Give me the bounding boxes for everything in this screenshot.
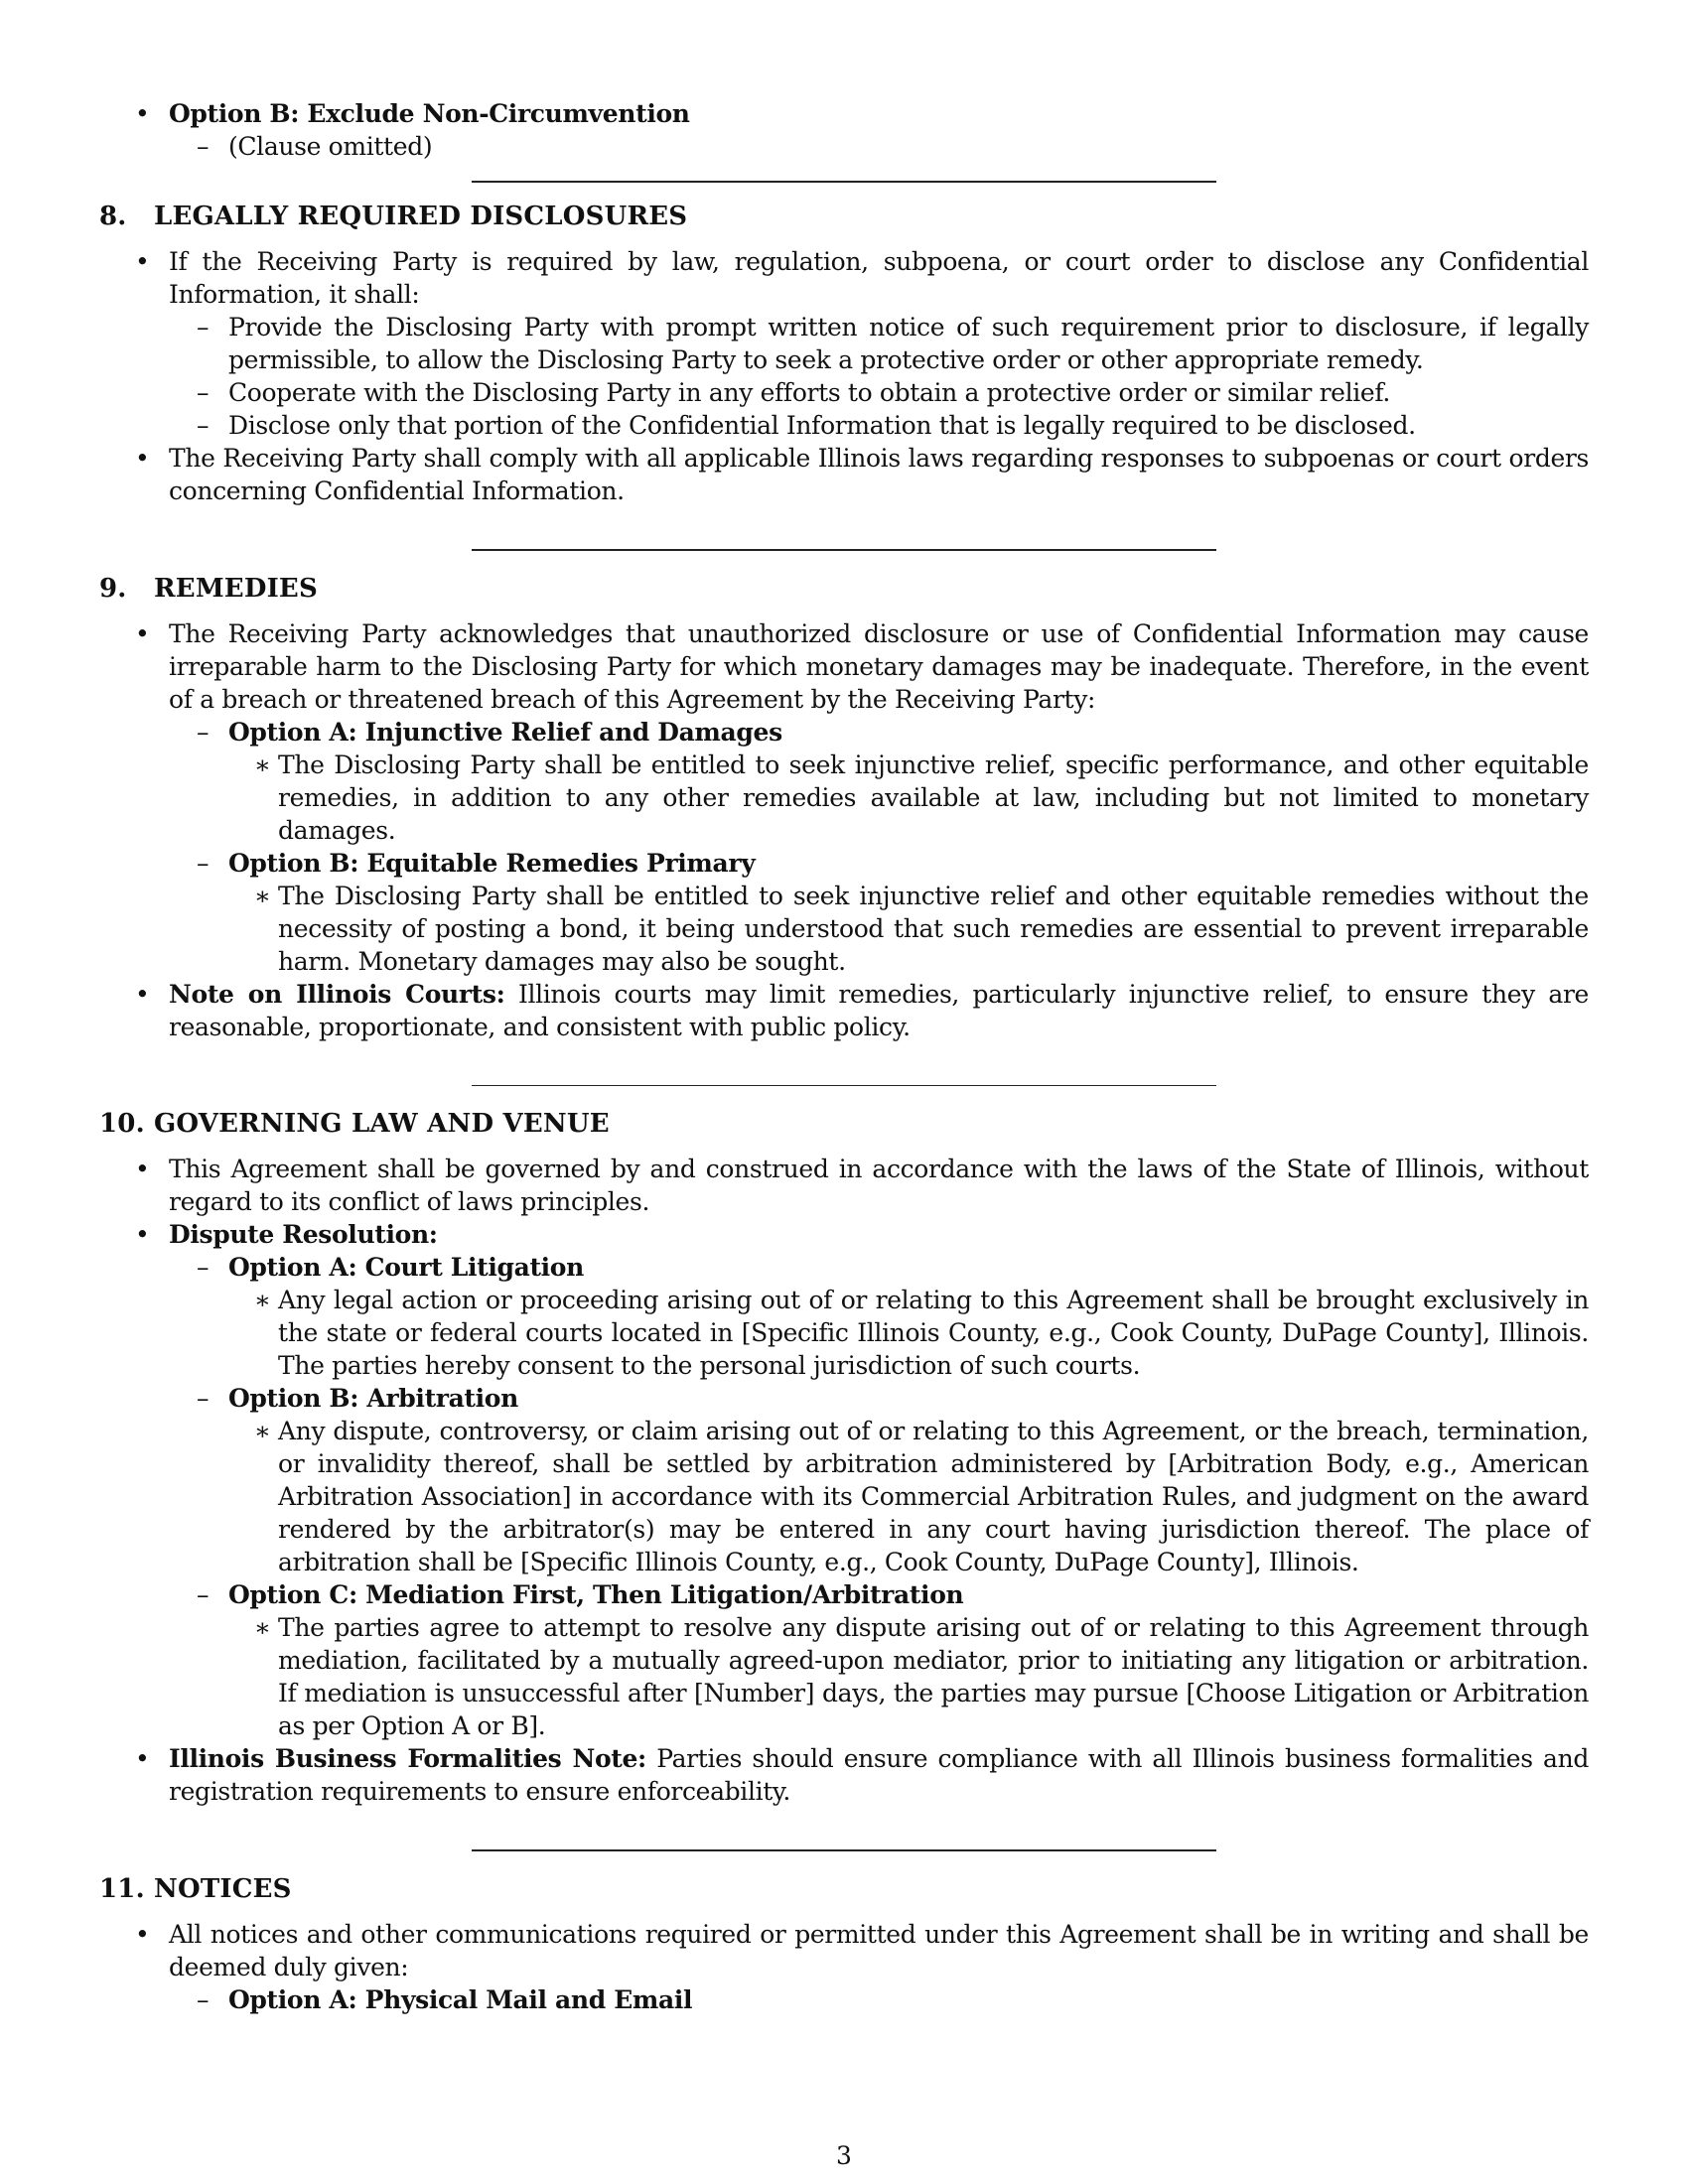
section-title: REMEDIES [154,574,318,604]
option-label: Option C: Mediation First, Then Litigation/Arbitration [228,1580,964,1609]
section-divider [472,1849,1216,1851]
list-item [169,1578,1589,1742]
section-9-list [99,617,1589,1043]
section-title: LEGALLY REQUIRED DISCLOSURES [154,202,688,231]
top-option-list [99,97,1589,163]
list-item [169,1382,1589,1578]
section-number: 8. [99,202,127,231]
list-item [169,311,1589,376]
paragraph: Provide the Disclosing Party with prompt written notice of such requirement prior to disclosure, if legally permissible, to allow the Disclosing Party to seek a protective order or other appropriate remedy. [228,313,1589,374]
section-divider [472,549,1216,551]
section-10-list [99,1153,1589,1808]
list-item [99,1153,1589,1218]
section-8-heading [99,201,1589,233]
section-11-heading [99,1873,1589,1906]
list-item [99,442,1589,507]
list-item [169,1983,1589,2016]
list-item [228,1284,1589,1382]
section-11-list [99,1918,1589,2016]
paragraph: The Receiving Party shall comply with all applicable Illinois laws regarding responses to subpoenas or court orders concerning Confidential Information. [169,444,1589,505]
list-item [99,245,1589,442]
list-item [99,617,1589,978]
document-body [99,97,1589,2016]
section-divider [472,181,1216,183]
paragraph: All notices and other communications required or permitted under this Agreement shall be in writing and shall be deemed duly given: [169,1920,1589,1981]
section-10-heading [99,1108,1589,1141]
paragraph: Any dispute, controversy, or claim arising out of or relating to this Agreement, or the breach, termination, or invalidity thereof, shall be settled by arbitration administered by [Arbitration Body, e.g., American Arbitration Association] in accordance with its Commercial Arbitration Rules, and judgment on the award rendered by the arbitrator(s) may be entered in any court having jurisdiction thereof. The place of arbitration shall be [Specific Illinois County, e.g., Cook County, DuPage County], Illinois. [278,1417,1589,1576]
list-item [169,130,1589,163]
list-item [228,880,1589,978]
list-item [228,749,1589,847]
section-number: 10. [99,1109,145,1139]
paragraph: Parties should ensure compliance with all Illinois business formalities and registration requirements to ensure enforceability. [169,1744,1589,1806]
paragraph: The Disclosing Party shall be entitled to seek injunctive relief, specific performance, and other equitable remedies, in addition to any other remedies available at law, including but not limited to monetary damages. [278,751,1589,845]
section-title: GOVERNING LAW AND VENUE [154,1109,610,1139]
note-label: Illinois Business Formalities Note: [169,1744,646,1773]
list-item [99,1742,1589,1808]
list-item [99,1218,1589,1742]
list-item [169,716,1589,847]
list-item [99,978,1589,1043]
paragraph: Illinois courts may limit remedies, particularly injunctive relief, to ensure they are reasonable, proportionate, and consistent with public policy. [169,980,1589,1041]
section-divider [472,1085,1216,1086]
option-b-label: Option B: Exclude Non-Circumvention [169,99,690,128]
section-number: 9. [99,574,127,604]
paragraph: Any legal action or proceeding arising out of or relating to this Agreement shall be brought exclusively in the state or federal courts located in [Specific Illinois County, e.g., Cook County, DuPage County], Illinois. The parties hereby consent to the personal jurisdiction of such courts. [278,1286,1589,1380]
section-number: 11. [99,1874,145,1904]
section-8-list [99,245,1589,507]
option-b-text: (Clause omitted) [228,132,433,161]
section-9-heading [99,573,1589,606]
paragraph: Disclose only that portion of the Confidential Information that is legally required to be disclosed. [228,411,1416,440]
option-label: Option B: Equitable Remedies Primary [228,849,756,878]
paragraph: If the Receiving Party is required by law, regulation, subpoena, or court order to disclose any Confidential Information, it shall: [169,247,1589,309]
note-label: Note on Illinois Courts: [169,980,505,1009]
list-item [228,1611,1589,1742]
dispute-resolution-label: Dispute Resolution: [169,1220,438,1249]
paragraph: The Disclosing Party shall be entitled to seek injunctive relief and other equitable remedies without the necessity of posting a bond, it being understood that such remedies are essential to prevent irreparable harm. Monetary damages may also be sought. [278,882,1589,976]
page-number: 3 [836,2141,852,2170]
list-item [169,376,1589,409]
option-label: Option A: Court Litigation [228,1253,584,1282]
option-label: Option A: Injunctive Relief and Damages [228,718,782,747]
option-label: Option A: Physical Mail and Email [228,1985,693,2014]
paragraph: The Receiving Party acknowledges that unauthorized disclosure or use of Confidential Information may cause irreparable harm to the Disclosing Party for which monetary damages may be inadequate. Therefore, in the event of a breach or threatened breach of this Agreement by the Receiving Party: [169,619,1589,714]
list-item [169,847,1589,978]
list-item [99,97,1589,163]
list-item [169,1251,1589,1382]
paragraph: Cooperate with the Disclosing Party in any efforts to obtain a protective order or similar relief. [228,378,1390,407]
section-title: NOTICES [154,1874,292,1904]
paragraph: This Agreement shall be governed by and construed in accordance with the laws of the State of Illinois, without regard to its conflict of laws principles. [169,1155,1589,1216]
list-item [228,1415,1589,1578]
paragraph: The parties agree to attempt to resolve any dispute arising out of or relating to this Agreement through mediation, facilitated by a mutually agreed-upon mediator, prior to initiating any litigation or arbitration. If mediation is unsuccessful after [Number] days, the parties may pursue [Choose Litigation or Arbitration as per Option A or B]. [278,1613,1589,1740]
list-item [99,1918,1589,2016]
option-label: Option B: Arbitration [228,1384,518,1413]
list-item [169,409,1589,442]
